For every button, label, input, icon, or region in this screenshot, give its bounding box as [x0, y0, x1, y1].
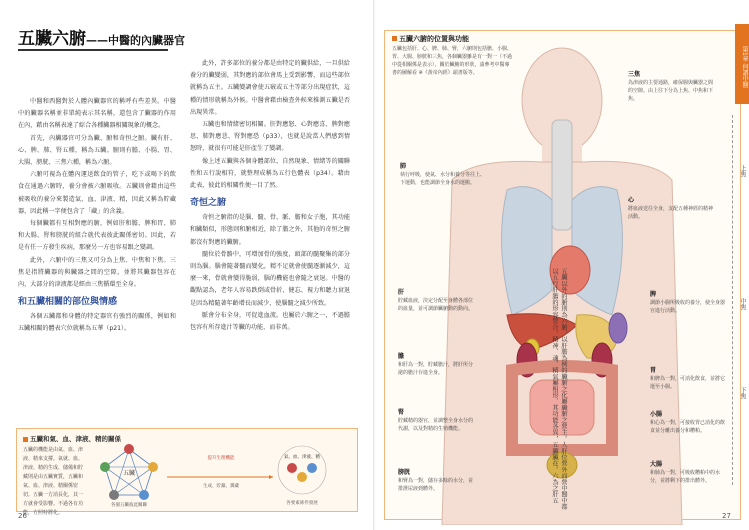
right-box-heading: 五臟六腑的位置與功能 — [392, 34, 469, 44]
five-organs-diagram — [87, 435, 352, 509]
diagram-mid-label: 提升生理機能 — [207, 456, 235, 461]
paragraph: 各個五臟都和身體的特定器官有強烈的關係，例如和五臟相關的體表穴位就稱為五華（p21）。 — [18, 313, 176, 333]
annotation-spleen: 脾 調節小腸所吸收的養分，使全身器官進行活動。 — [650, 291, 726, 314]
paragraph: 像上述五臟與各個身體部位、自然現象、情緒等的關聯性和五行說相符，就整理成稱為五行色體表（p34）。藉由此表，彼此的相關性便一目了然。 — [190, 157, 350, 190]
box-heading: 五臟和氣、血、津液、精的關係 — [23, 434, 121, 443]
diagram-arrow-label: 生成、貯藏、籌藏 — [203, 484, 239, 489]
text-column-2 — [190, 58, 350, 334]
section-heading: 和五臟相關的部位與情感 — [18, 297, 118, 308]
paragraph: 脈會分布全身，可促進血流。也屬於六腑之一，不過膽包容有所存進汁等臟的功能，而非萬。 — [190, 311, 350, 332]
section-heading: 奇恒之腑 — [190, 198, 227, 209]
paragraph: 此外，六腑中的三焦又可分為上焦、中焦和下焦。三焦是指將臟器的與臟器之間的空隙，並將其臟器包容在內，大部分的津液都是經由三焦循環至全身。 — [18, 256, 176, 289]
chapter-tab: 第1章 何謂中醫 — [735, 24, 749, 104]
diagram-center-label: 五臟 — [122, 470, 136, 477]
annotation-lung: 肺 執行呼吸，使氣、水分和養分等往上、下運動，也能調節全身水的運搬。 — [400, 163, 486, 186]
diagram-caption: 各個五臟彼此關聯 — [111, 503, 147, 508]
page-number: 27 — [722, 512, 731, 520]
paragraph: 每個臟都有互相對應的腑，例如肝和膽、脾和胃、肺和大腸、腎和膀胱的組合就代表彼此關係密切。因此，若是有任一方發生疾病，那麼另一方也容易跟之變調。 — [18, 220, 176, 252]
page-fold — [373, 0, 375, 530]
page-number: 26 — [18, 512, 27, 520]
box-text: 五臟的機能是由氣、血、津液、精來支撐。氣就、血、津液、精的生成、儲備和貯藏則是由五臟實質，五臟和氣、血、津液、精關係密切。五臟一方消長化，其一方就會受影響。不過各有功能，方照特將化。 — [23, 447, 84, 516]
paragraph: 中醫和西醫對於人體內臟器官的稱呼有些差異。中醫中的臟器名稱並非單純表示其名稱，還包含了臟器的作用在內，藉由名稱表達了綜合各種臟器相關現象的概念。 — [18, 98, 176, 130]
paragraph: 首先，內臟器官可分為臟、腑和奇恒之腑。臟有肝、心、脾、肺、腎五種，稱為五臟。腑則有膽、小腸、胃、大腸、膀胱、三焦六種，稱為六腑。 — [18, 134, 176, 167]
level-label: 下焦 — [739, 387, 746, 399]
paragraph: 此外，許多部位的養分都是由特定的臟供給，一旦供給養分的臟變弱，其對應的部位會馬上受到影響，而這些部位就稱為五主。五臟變調會使五竅或五主等部分出現症狀，這種的情形就稱為外候。中醫會藉由檢查外候來推測五臟是否出現異常。 — [190, 60, 350, 116]
paragraph: 奇恒之腑指的是腦、髓、骨、脈、膽和女子胞，其功能和臟類似，形態則和腑相近，除了膽之外，其他的奇恒之腑都沒有對應的臟腑。 — [190, 214, 350, 246]
annotation-bladder: 膀胱 和腎為一對，儲存多餘的水分，並排泄尿液到體外。 — [398, 469, 474, 492]
annotation-large-intestine: 大腸 和肺為一對，可吸收糟粕中的水分，並將剩下的排出體外。 — [650, 461, 721, 484]
page-title: 五臟六腑——中醫的內臟器官 — [18, 29, 185, 49]
paragraph: 六腑可視為在體內運送飲食的管子，吃下或喝下的飲食在通過六腑時，養分會被六腑吸收。五臟則會藉由這些被吸收的養分來製造氣、血、津液、精，因此又稱為貯藏器，因此稱一字便包含了「藏」的含義。 — [18, 171, 176, 215]
vertical-caption: 五臟以外的腑則為六腑，以肝膽為例的臟腑之化屬臟腑之營主。人肝位營外而營中醫中都以五行肝膽的形容營合，精神、魂、精氣屬相形、其功能各異，五臟臟在。六為之肝五 — [551, 268, 567, 510]
paragraph: 髓位於骨骼中，可增加骨的強度，頭部的髓聚集的部分則為腦。腦會隨著髓而變化，精不足就會使髓逐漸減少，這麼一來，骨就會變得脆弱，腦的機能也會隨之衰退。中醫的觀點認為，老年人容易跌倒或骨折、健忘、視力和聽力衰退是因為精隨著年齡增長而減少，使腦髓之減少所致。 — [190, 250, 350, 307]
diagram-right-label: 氣、血、津液、精 — [284, 455, 320, 460]
annotation-liver: 肝 貯藏血液，決定分配至身體各部位的血量，並可調節臟腑動的動向。 — [398, 289, 474, 312]
annotation-sanjiao: 三焦 為津液的主要通路，確保腸與臟器之間的空隙。由上往下分為上焦、中焦和下焦。 — [628, 71, 714, 102]
annotation-small-intestine: 小腸 和心為一對，可接收胃已消化的飲食並分離出養分和糟粕。 — [650, 411, 726, 434]
paragraph: 五臟也和情緒密切相關。肝對應怒、心對應喜、脾對應思、肺對應悲、腎對應恐（p33），也就是說當人們感到情怒時，就很有可能是肝產生了變調。 — [190, 121, 350, 153]
diagram-caption: 各要素條件發展 — [286, 501, 318, 506]
annotation-gallbladder: 膽 和肝為一對，貯藏膽汁，將肝所分泌的膽汁存進全身。 — [398, 353, 474, 376]
spleen — [609, 313, 627, 343]
level-label: 上焦 — [739, 165, 746, 177]
intro-text: 五臟包括肝、心、脾、肺、腎，六腑則包括膽、小腸、胃、大腸、膀胱和三焦，各個臟器雖是有一對一（不過中從相關係是表示），關於臟腑的形狀，請參考中醫專書的圖解看 ※《黃帝內經》頭書版等。 — [392, 46, 513, 76]
text-column-1 — [18, 96, 176, 336]
left-page — [0, 0, 374, 530]
annotation-kidney: 腎 貯藏精的器官，並調整全身水分的代謝，以及對精的生殖機能。 — [398, 409, 474, 432]
level-label: 中焦 — [739, 298, 746, 310]
title-rule — [18, 49, 168, 51]
lung-left — [502, 187, 552, 315]
annotation-heart: 心 將血液送往全身，支配五種神經的精神活動。 — [628, 197, 714, 220]
annotation-stomach: 胃 和脾為一對，可消化飲食，並將它運至小腸。 — [650, 367, 726, 390]
level-divider — [732, 115, 734, 485]
